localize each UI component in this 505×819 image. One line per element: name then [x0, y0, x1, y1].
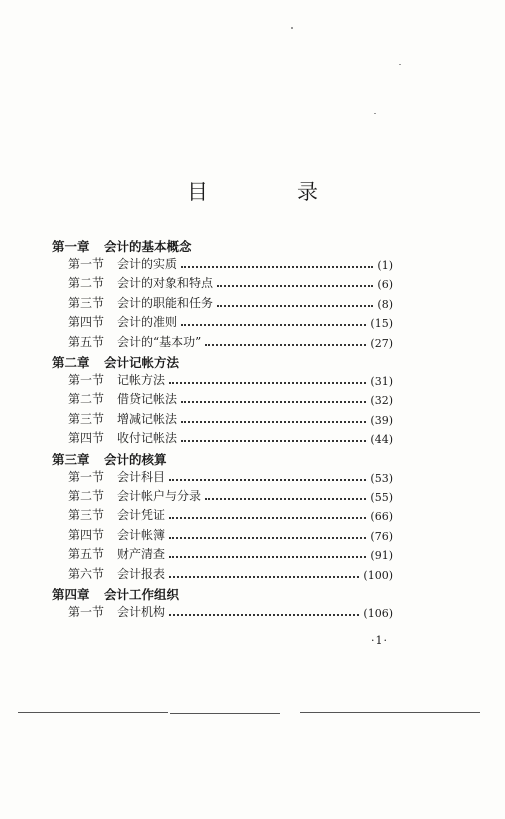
chapter-heading [52, 353, 179, 371]
dot-leader [169, 382, 366, 384]
toc-entry [68, 505, 393, 523]
section-title: 会计凭证 [117, 508, 166, 523]
section-number: 第二节 [68, 276, 105, 291]
section-title: 会计帐户与分录 [117, 489, 202, 503]
section-number: 第一节 [68, 373, 105, 387]
toc-entry [68, 293, 393, 311]
section-title: 收付记帐法 [117, 431, 178, 446]
dot-leader [169, 556, 366, 558]
chapter-number: 第一章 [52, 239, 90, 254]
chapter-number: 第二章 [52, 355, 90, 370]
section-number: 第四节 [68, 527, 105, 542]
page-number: ·1· [371, 634, 388, 647]
section-page: (1) [377, 259, 393, 272]
section-number: 第三节 [68, 508, 105, 523]
toc-entry [68, 254, 393, 272]
section-page: (106) [363, 607, 393, 620]
bottom-rule [300, 712, 480, 713]
dot-leader [169, 517, 366, 519]
scan-speck [374, 113, 376, 114]
toc-entry [68, 332, 393, 350]
section-page: (53) [370, 471, 393, 485]
section-title: 会计的准则 [117, 315, 178, 330]
section-title: 会计帐簿 [117, 527, 166, 542]
bottom-rule [18, 712, 168, 713]
section-page: (66) [370, 510, 393, 524]
chapter-number: 第四章 [52, 587, 90, 602]
page-title: 目 录 [187, 180, 352, 204]
section-title: 记帐方法 [117, 373, 166, 387]
toc-entry [68, 428, 393, 446]
dot-leader [181, 440, 366, 442]
section-page: (76) [370, 529, 393, 543]
dot-leader [217, 285, 373, 287]
chapter-title: 会计记帐方法 [104, 355, 180, 370]
section-page: (32) [370, 394, 393, 408]
chapter-heading [52, 585, 179, 603]
dot-leader [181, 421, 366, 423]
scan-speck [291, 27, 293, 29]
section-number: 第四节 [68, 431, 105, 446]
section-page: (8) [377, 297, 393, 311]
toc-entry [68, 370, 393, 388]
section-title: 借贷记帐法 [117, 392, 178, 407]
dot-leader [169, 537, 366, 539]
chapter-title: 会计的核算 [104, 451, 167, 467]
dot-leader [205, 344, 366, 346]
section-number: 第一节 [68, 605, 105, 619]
toc-entry [68, 602, 393, 620]
toc-entry [68, 467, 393, 485]
section-title: 会计的职能和任务 [117, 295, 214, 310]
section-number: 第一节 [68, 469, 105, 484]
dot-leader [169, 614, 359, 616]
section-number: 第二节 [68, 392, 105, 407]
toc-entry [68, 389, 393, 407]
section-title: 会计的对象和特点 [117, 276, 214, 291]
toc-entry [68, 409, 393, 427]
chapter-heading [52, 237, 192, 255]
section-title: 会计的“基本功” [117, 334, 202, 349]
section-number: 第三节 [68, 411, 105, 426]
dot-leader [169, 479, 366, 481]
section-page: (100) [363, 568, 393, 582]
section-title: 会计机构 [117, 605, 166, 619]
toc-entry [68, 564, 393, 582]
dot-leader [217, 305, 373, 307]
dot-leader [205, 498, 366, 500]
chapter-heading [52, 450, 167, 468]
section-page: (55) [370, 491, 393, 504]
section-title: 财产清查 [117, 547, 166, 562]
section-number: 第五节 [68, 547, 105, 562]
section-title: 会计的实质 [117, 257, 178, 271]
section-title: 增减记帐法 [117, 411, 178, 426]
chapter-title: 会计的基本概念 [104, 239, 192, 254]
toc-entry [68, 273, 393, 291]
dot-leader [181, 324, 366, 326]
section-page: (39) [370, 413, 393, 427]
section-page: (15) [370, 317, 393, 331]
section-number: 第三节 [68, 295, 105, 310]
section-page: (91) [370, 549, 393, 563]
section-page: (44) [370, 433, 393, 447]
section-page: (6) [377, 278, 393, 292]
toc-entry [68, 486, 393, 504]
bottom-rule [170, 713, 280, 714]
chapter-number: 第三章 [52, 451, 90, 467]
toc-entry [68, 312, 393, 330]
chapter-title: 会计工作组织 [104, 587, 180, 602]
section-title: 会计科目 [117, 469, 166, 484]
section-title: 会计报表 [117, 566, 166, 581]
section-page: (31) [370, 375, 393, 388]
dot-leader [181, 266, 373, 268]
section-number: 第二节 [68, 489, 105, 503]
section-number: 第一节 [68, 257, 105, 271]
scan-speck [399, 64, 401, 65]
dot-leader [181, 401, 366, 403]
section-number: 第六节 [68, 566, 105, 581]
toc-entry [68, 525, 393, 543]
section-number: 第五节 [68, 334, 105, 349]
section-page: (27) [370, 336, 393, 350]
toc-entry [68, 544, 393, 562]
dot-leader [169, 576, 359, 578]
section-number: 第四节 [68, 315, 105, 330]
